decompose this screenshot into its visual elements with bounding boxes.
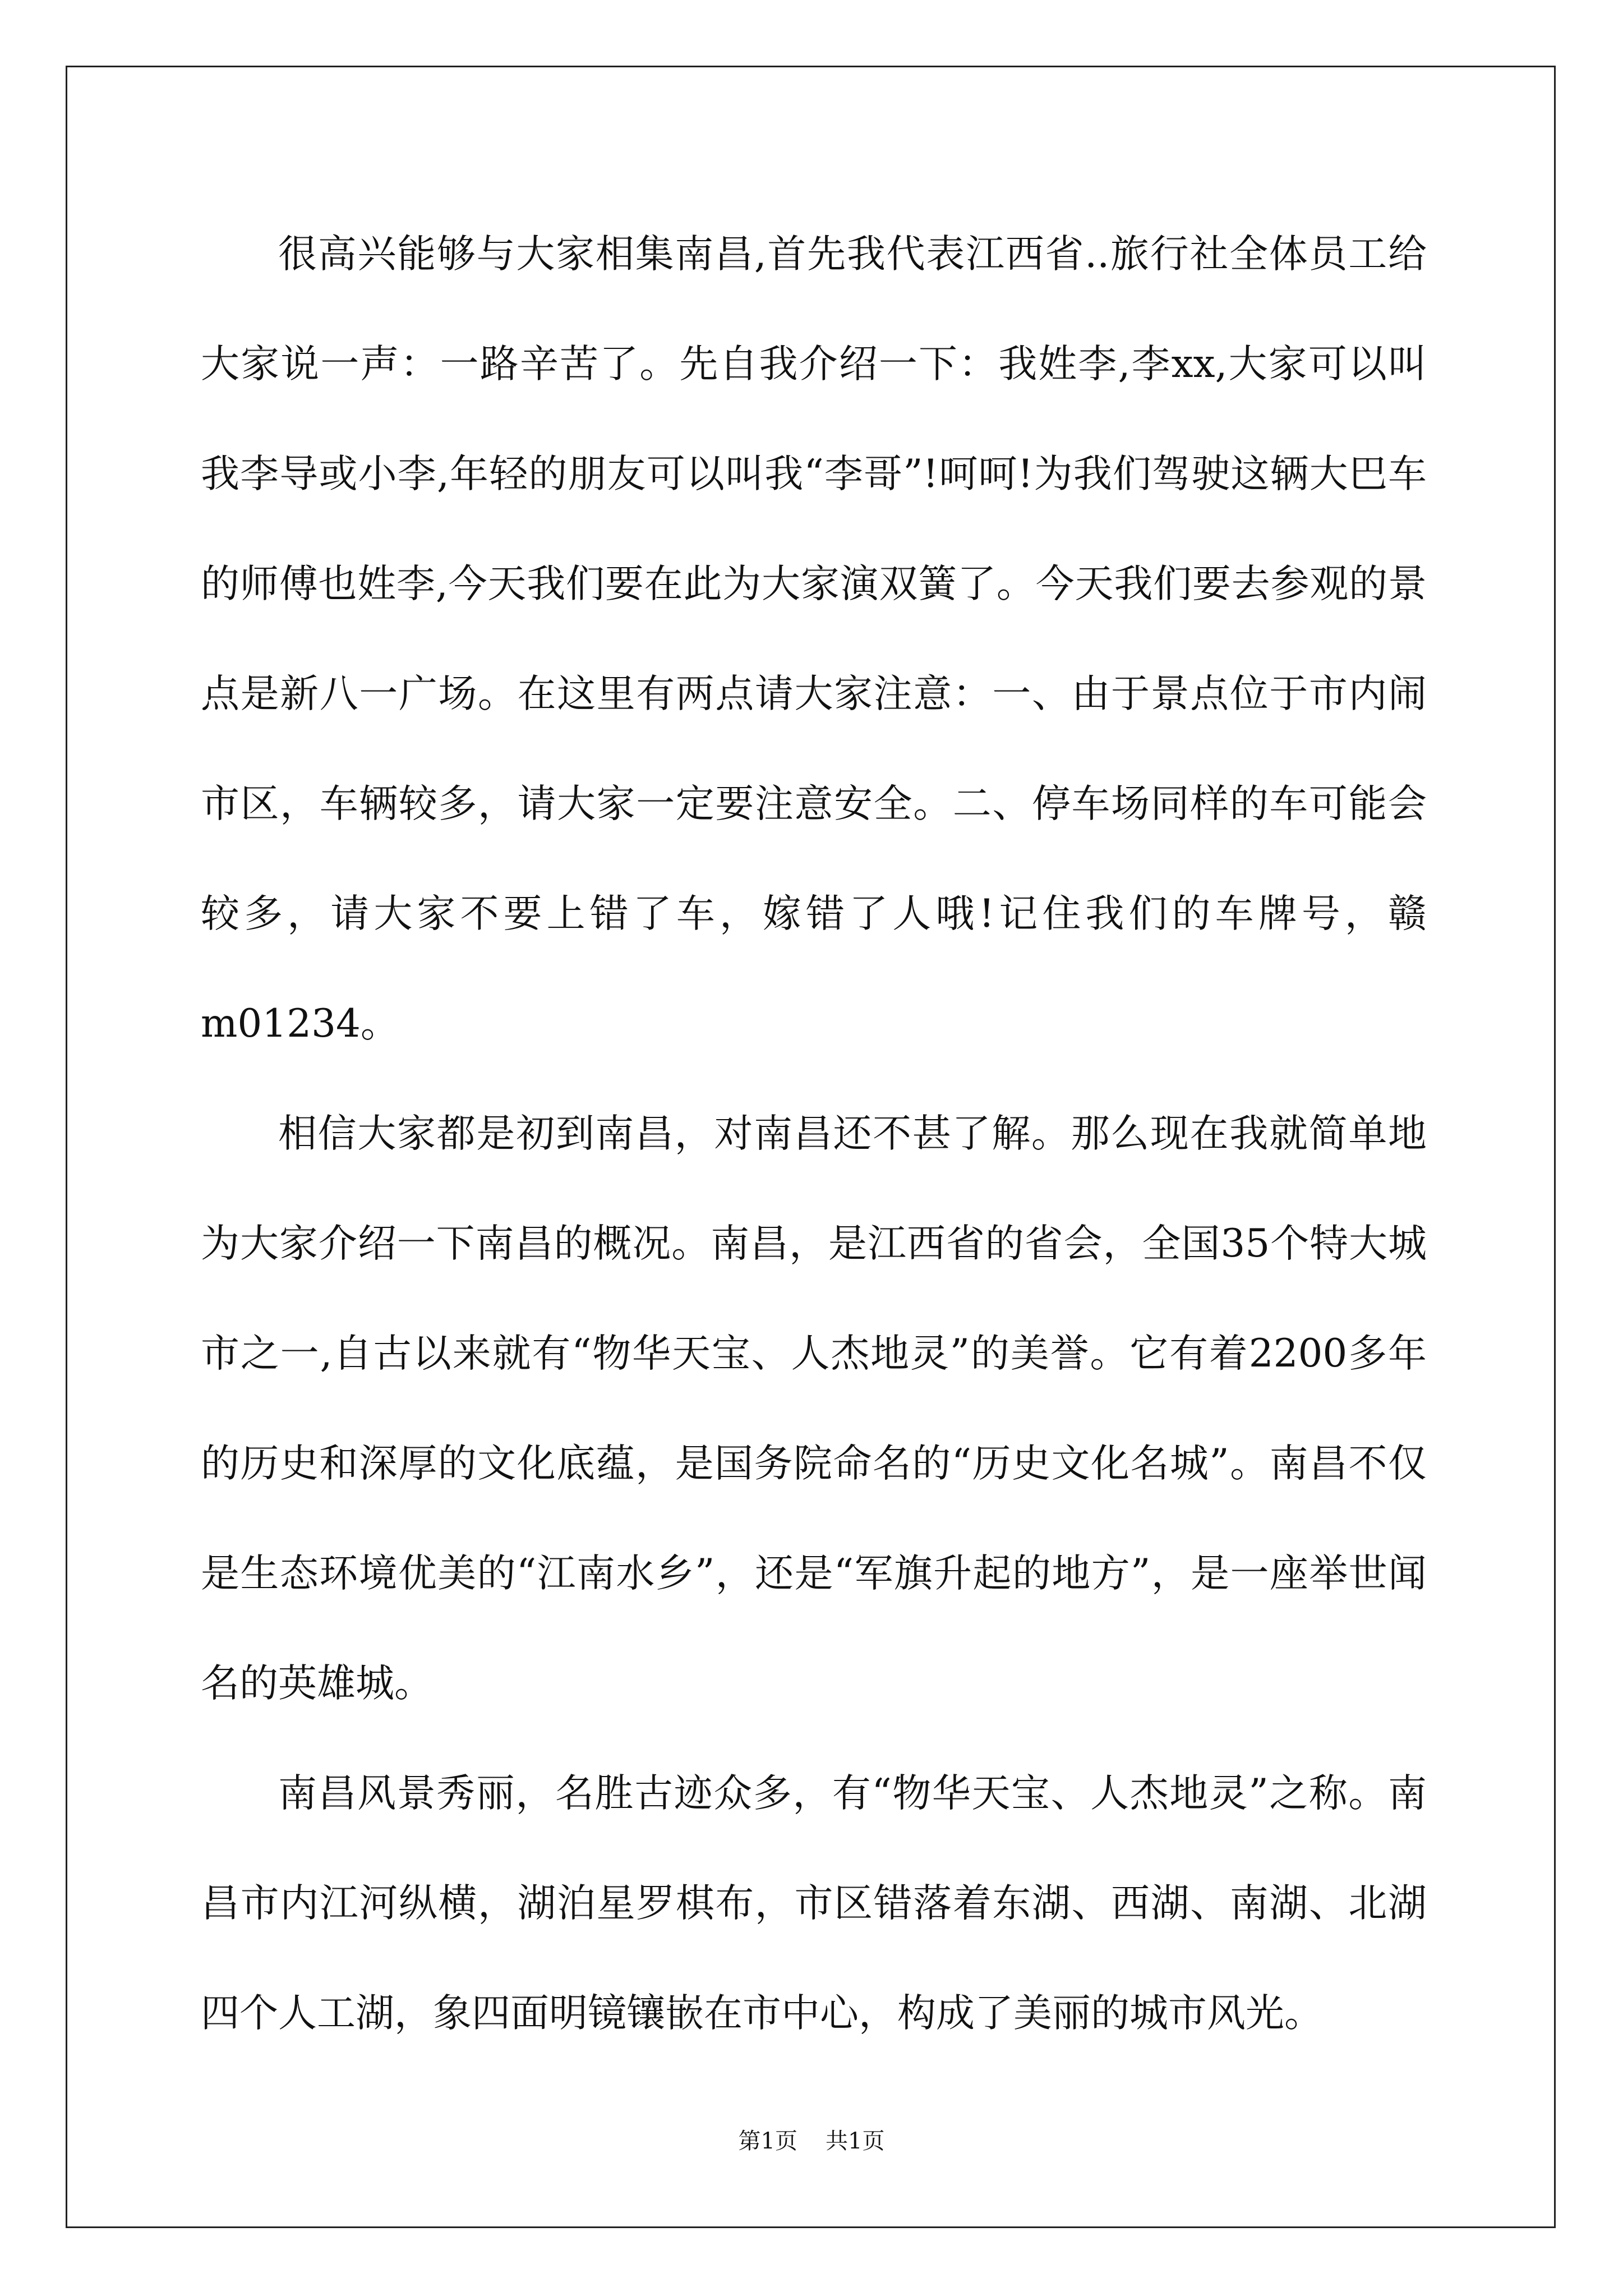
page-number: 第1页 [738,2128,797,2154]
document-body [201,199,1427,2068]
page-total: 共1页 [826,2128,885,2154]
paragraph-3: 南昌风景秀丽，名胜古迹众多，有“物华天宝、人杰地灵”之称。南昌市内江河纵横，湖泊星罗棋布，市区错落着东湖、西湖、南湖、北湖四个人工湖，象四面明镜镶嵌在市中心，构成了美丽的城市风光。 [201,1771,1427,2036]
paragraph-1: 很高兴能够与大家相集南昌,首先我代表江西省..旅行社全体员工给大家说一声：一路辛苦了。先自我介绍一下：我姓李,李xx,大家可以叫我李导或小李,年轻的朋友可以叫我“李哥”!呵呵!为我们驾驶这辆大巴车的师傅也姓李,今天我们要在此为大家演双簧了。今天我们要去参观的景点是新八一广场。在这里有两点请大家注意：一、由于景点位于市内闹市区，车辆较多，请大家一定要注意安全。二、停车场同样的车可能会较多，请大家不要上错了车，嫁错了人哦!记住我们的车牌号，赣m01234。 [201,232,1427,1046]
paragraph-2: 相信大家都是初到南昌，对南昌还不甚了解。那么现在我就简单地为大家介绍一下南昌的概况。南昌，是江西省的省会，全国35个特大城市之一,自古以来就有“物华天宝、人杰地灵”的美誉。它有着2200多年的历史和深厚的文化底蕴，是国务院命名的“历史文化名城”。南昌不仅是生态环境优美的“江南水乡”，还是“军旗升起的地方”，是一座举世闻名的英雄城。 [201,1111,1427,1706]
page-footer [0,2123,1623,2155]
